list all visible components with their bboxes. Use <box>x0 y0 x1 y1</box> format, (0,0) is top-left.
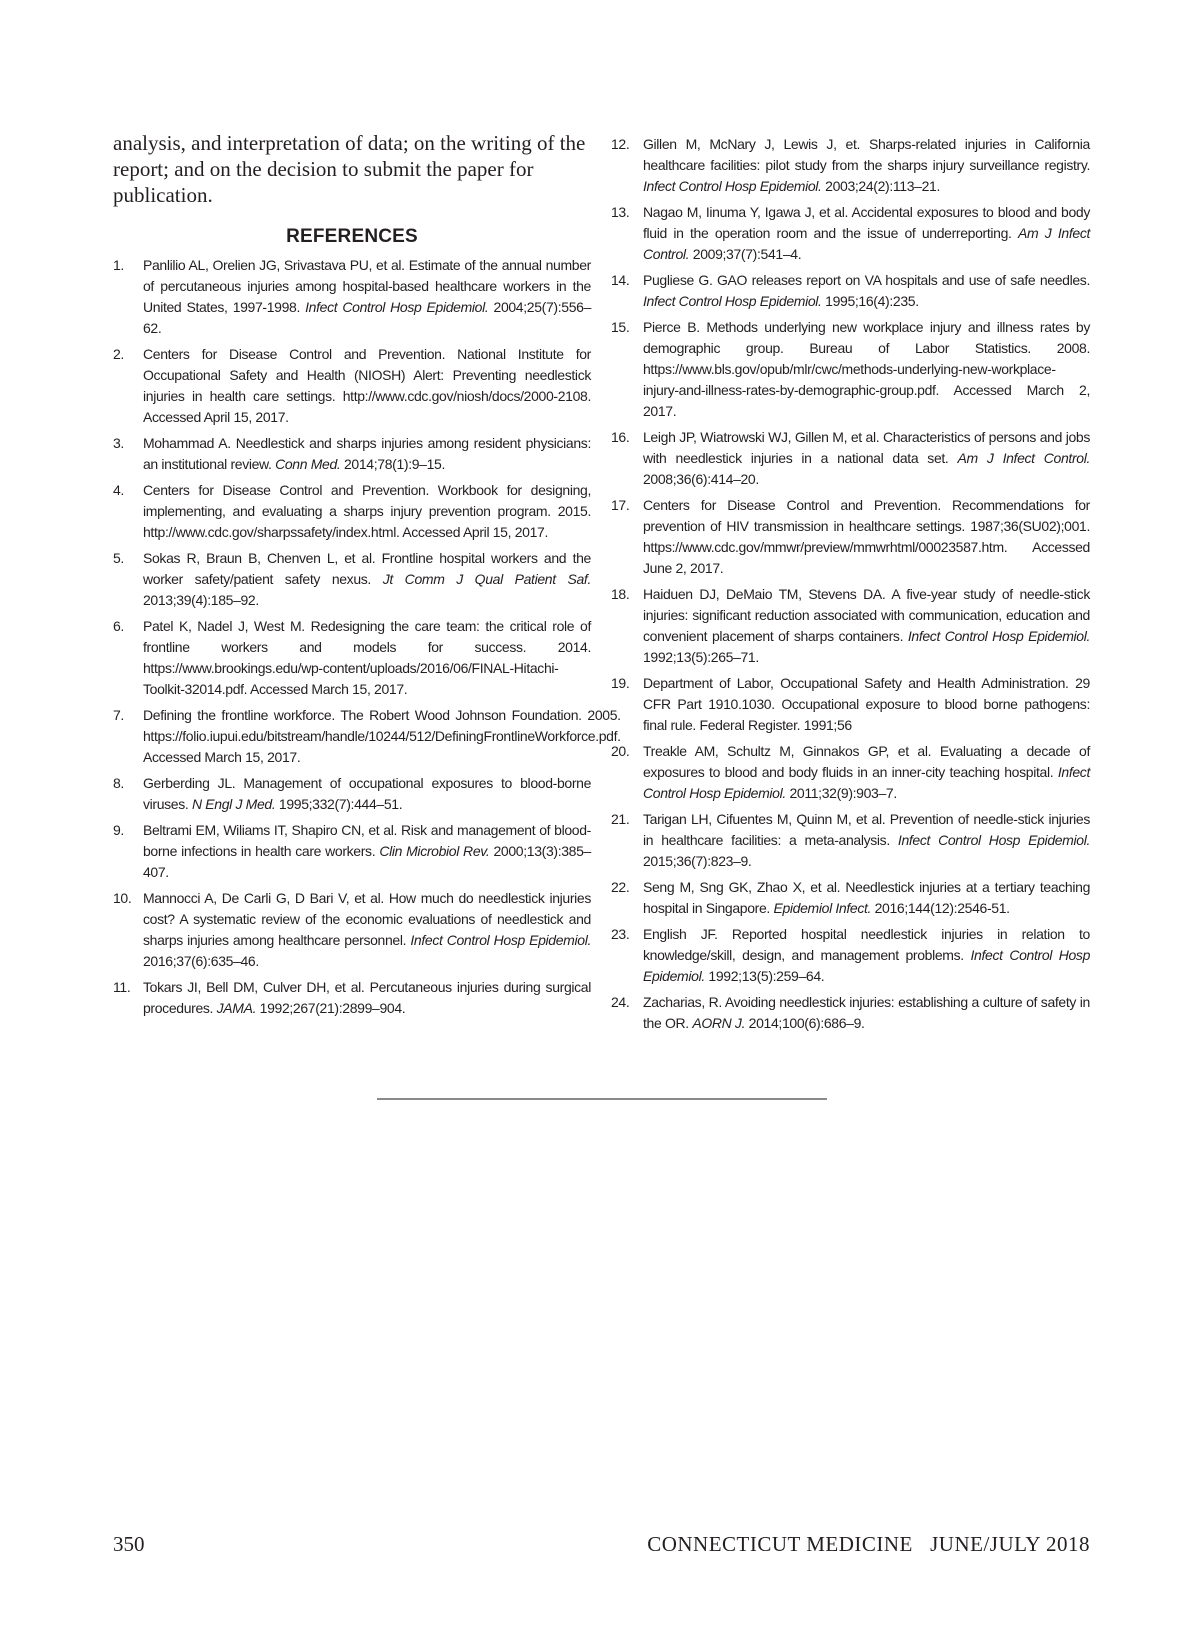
reference-citation: 2008;36(6):414–20. <box>643 471 759 487</box>
reference-citation: 2004;25(7):556–62. <box>143 299 592 336</box>
reference-item <box>113 616 591 700</box>
reference-body: Pierce B. Methods underlying new workplace injury and illness rates by demographic group. Bureau of Labor Statistics. 2008. https://www.bls.gov/opub/mlr/cwc/methods-underlying-new-workplace-injury-and-illness-rates-by-demographic-group.pdf. Accessed March 2, 2017. <box>643 319 1090 419</box>
reference-text <box>643 877 1090 919</box>
reference-text <box>143 548 591 611</box>
reference-body: Sokas R, Braun B, Chenven L, et al. Frontline hospital workers and the worker safety/patient safety nexus. <box>143 550 591 587</box>
reference-item <box>611 924 1090 987</box>
reference-number: 5. <box>113 550 124 566</box>
reference-item <box>113 344 591 428</box>
reference-journal: Conn Med. <box>275 456 341 472</box>
reference-item <box>113 773 591 815</box>
section-divider <box>377 1098 827 1100</box>
reference-journal: Clin Microbiol Rev. <box>379 843 490 859</box>
reference-text <box>143 705 621 768</box>
reference-text <box>643 134 1090 197</box>
reference-number: 9. <box>113 822 124 838</box>
reference-journal: Infect Control Hosp Epidemiol. <box>643 178 822 194</box>
reference-body: Pugliese G. GAO releases report on VA hospitals and use of safe needles. <box>643 272 1090 288</box>
reference-citation: 1995;16(4):235. <box>821 293 919 309</box>
reference-item <box>611 427 1090 490</box>
reference-number: 20. <box>611 743 630 759</box>
reference-citation: 1992;13(5):265–71. <box>643 649 759 665</box>
reference-body: Seng M, Sng GK, Zhao X, et al. Needlestick injuries at a tertiary teaching hospital in Singapore. <box>643 879 1090 916</box>
reference-number: 17. <box>611 497 630 513</box>
reference-citation: 2015;36(7):823–9. <box>643 853 752 869</box>
reference-text <box>643 270 1090 312</box>
reference-body: Treakle AM, Schultz M, Ginnakos GP, et al. Evaluating a decade of exposures to blood and body fluids in an inner-city teaching hospital. <box>643 743 1090 780</box>
reference-body: Tarigan LH, Cifuentes M, Quinn M, et al. Prevention of needle-stick injuries in healthcare facilities: a meta-analysis. <box>643 811 1090 848</box>
reference-body: Haiduen DJ, DeMaio TM, Stevens DA. A five-year study of needle-stick injuries: significant reduction associated with communication, education and convenient placement of sharps containers. <box>643 586 1090 644</box>
reference-number: 16. <box>611 429 630 445</box>
reference-journal: Am J Infect Control. <box>643 225 1091 262</box>
journal-issue-label: CONNECTICUT MEDICINE JUNE/JULY 2018 <box>647 1532 1090 1556</box>
reference-body: English JF. Reported hospital needlestick injuries in relation to knowledge/skill, design, and management problems. <box>643 926 1090 963</box>
reference-number: 6. <box>113 618 124 634</box>
reference-number: 12. <box>611 136 630 152</box>
reference-journal: Jt Comm J Qual Patient Saf. <box>382 571 592 587</box>
reference-citation: 2000;13(3):385–407. <box>143 843 591 880</box>
reference-text <box>643 992 1090 1034</box>
reference-item <box>113 548 591 611</box>
reference-citation: 2003;24(2):113–21. <box>821 178 941 194</box>
reference-number: 22. <box>611 879 630 895</box>
reference-number: 23. <box>611 926 630 942</box>
reference-body: Mohammad A. Needlestick and sharps injuries among resident physicians: an institutional review. <box>143 435 591 472</box>
reference-item <box>113 433 591 475</box>
reference-citation: 2016;37(6):635–46. <box>143 953 259 969</box>
reference-item <box>113 820 591 883</box>
reference-number: 21. <box>611 811 630 827</box>
reference-number: 2. <box>113 346 124 362</box>
reference-citation: 2014;100(6):686–9. <box>745 1015 865 1031</box>
reference-text <box>643 495 1090 579</box>
reference-text <box>143 773 591 815</box>
reference-citation: 2009;37(7):541–4. <box>689 246 802 262</box>
reference-journal: AORN J. <box>692 1015 746 1031</box>
reference-item <box>611 741 1090 804</box>
reference-body: Panlilio AL, Orelien JG, Srivastava PU, et al. Estimate of the annual number of percutaneous injuries among hospital-based healthcare workers in the United States, 1997-1998. <box>143 257 591 315</box>
reference-journal: Am J Infect Control. <box>957 450 1090 466</box>
reference-item <box>611 809 1090 872</box>
reference-body: Nagao M, Iinuma Y, Igawa J, et al. Accidental exposures to blood and body fluid in the operation room and the issue of underreporting. <box>643 204 1090 241</box>
reference-body: Beltrami EM, Wiliams IT, Shapiro CN, et al. Risk and management of blood-borne infections in health care workers. <box>143 822 591 859</box>
reference-text <box>643 317 1090 422</box>
reference-number: 11. <box>113 979 131 995</box>
reference-item <box>611 673 1090 736</box>
reference-body: Gerberding JL. Management of occupational exposures to blood-borne viruses. <box>143 775 591 812</box>
reference-body: Tokars JI, Bell DM, Culver DH, et al. Percutaneous injuries during surgical procedures. <box>143 979 591 1016</box>
reference-text <box>643 673 1090 736</box>
reference-text <box>143 820 591 883</box>
reference-citation: 2016;144(12):2546-51. <box>871 900 1010 916</box>
reference-number: 13. <box>611 204 630 220</box>
reference-number: 3. <box>113 435 124 451</box>
reference-journal: Infect Control Hosp Epidemiol. <box>643 293 822 309</box>
reference-text <box>643 809 1090 872</box>
reference-number: 1. <box>113 257 124 273</box>
reference-item <box>611 202 1090 265</box>
reference-journal: N Engl J Med. <box>191 796 276 812</box>
reference-item <box>611 877 1090 919</box>
references-heading: REFERENCES <box>286 226 418 247</box>
reference-item <box>611 584 1090 668</box>
reference-citation: 1995;332(7):444–51. <box>275 796 403 812</box>
reference-text <box>143 977 591 1019</box>
page-number: 350 <box>113 1532 145 1556</box>
reference-journal: Infect Control Hosp Epidemiol. <box>897 832 1090 848</box>
reference-number: 4. <box>113 482 124 498</box>
reference-text <box>143 888 591 972</box>
reference-text <box>643 202 1090 265</box>
reference-item <box>113 888 591 972</box>
reference-body: Centers for Disease Control and Prevention. National Institute for Occupational Safety and Health (NIOSH) Alert: Preventing needlestick injuries in health care settings. http://www.cdc.gov/niosh/docs/2000-2108. Accessed April 15, 2017. <box>143 346 591 425</box>
reference-journal: Infect Control Hosp Epidemiol. <box>643 764 1090 801</box>
reference-text <box>143 344 591 428</box>
reference-number: 15. <box>611 319 630 335</box>
reference-number: 24. <box>611 994 630 1010</box>
reference-number: 8. <box>113 775 124 791</box>
reference-body: Patel K, Nadel J, West M. Redesigning the care team: the critical role of frontline workers and models for success. 2014. https://www.brookings.edu/wp-content/uploads/2016/06/FINAL-Hitachi-Toolkit-32014.pdf. Accessed March 15, 2017. <box>143 618 591 697</box>
reference-text <box>143 616 591 700</box>
reference-body: Department of Labor, Occupational Safety and Health Administration. 29 CFR Part 1910.1030. Occupational exposure to blood borne pathogens: final rule. Federal Register. 1991;56 <box>643 675 1090 733</box>
reference-text <box>643 741 1090 804</box>
reference-item <box>113 977 591 1019</box>
reference-number: 10. <box>113 890 132 906</box>
reference-citation: 1992;267(21):2899–904. <box>256 1000 406 1016</box>
reference-item <box>113 255 591 339</box>
reference-body: Mannocci A, De Carli G, D Bari V, et al. How much do needlestick injuries cost? A systematic review of the economic evaluations of needlestick and sharps injuries among healthcare personnel. <box>143 890 591 948</box>
reference-item <box>611 270 1090 312</box>
reference-item <box>611 134 1090 197</box>
reference-body: Leigh JP, Wiatrowski WJ, Gillen M, et al. Characteristics of persons and jobs with needlestick injuries in a national data set. <box>643 429 1090 466</box>
reference-body: Zacharias, R. Avoiding needlestick injuries: establishing a culture of safety in the OR. <box>643 994 1090 1031</box>
intro-paragraph: analysis, and interpretation of data; on the writing of the report; and on the decision to submit the paper for publication. <box>113 131 586 207</box>
reference-item <box>611 317 1090 422</box>
reference-text <box>143 433 591 475</box>
reference-journal: Infect Control Hosp Epidemiol. <box>643 947 1091 984</box>
reference-body: Centers for Disease Control and Prevention. Workbook for designing, implementing, and evaluating a sharps injury prevention program. 2015. http://www.cdc.gov/sharpssafety/index.html. Accessed April 15, 2017. <box>143 482 591 540</box>
reference-text <box>143 480 591 543</box>
reference-journal: JAMA. <box>216 1000 257 1016</box>
reference-item <box>611 992 1090 1034</box>
reference-text <box>643 427 1090 490</box>
reference-body: Defining the frontline workforce. The Robert Wood Johnson Foundation. 2005. https://folio.iupui.edu/bitstream/handle/10244/512/DefiningFrontlineWorkforce.pdf. Accessed March 15, 2017. <box>143 707 621 765</box>
reference-citation: 2014;78(1):9–15. <box>340 456 446 472</box>
reference-item <box>113 480 591 543</box>
reference-number: 19. <box>611 675 630 691</box>
reference-journal: Infect Control Hosp Epidemiol. <box>410 932 591 948</box>
page-footer <box>113 1532 1090 1562</box>
reference-citation: 1992;13(5):259–64. <box>704 968 825 984</box>
reference-body: Centers for Disease Control and Prevention. Recommendations for prevention of HIV transmission in healthcare settings. 1987;36(SU02);001. https://www.cdc.gov/mmwr/preview/mmwrhtml/00023587.htm. Accessed June 2, 2017. <box>643 497 1090 576</box>
reference-journal: Infect Control Hosp Epidemiol. <box>907 628 1091 644</box>
reference-number: 7. <box>113 707 124 723</box>
reference-item <box>611 495 1090 579</box>
reference-text <box>143 255 591 339</box>
reference-list-right <box>611 134 1090 1034</box>
reference-citation: 2011;32(9):903–7. <box>785 785 897 801</box>
right-column <box>611 134 1090 1039</box>
reference-journal: Epidemiol Infect. <box>773 900 872 916</box>
reference-number: 14. <box>611 272 630 288</box>
reference-item <box>113 705 621 768</box>
reference-number: 18. <box>611 586 630 602</box>
reference-citation: 2013;39(4):185–92. <box>143 592 259 608</box>
reference-journal: Infect Control Hosp Epidemiol. <box>305 299 489 315</box>
reference-text <box>643 584 1090 668</box>
reference-text <box>643 924 1090 987</box>
reference-body: Gillen M, McNary J, Lewis J, et. Sharps-related injuries in California healthcare facilities: pilot study from the sharps injury surveillance registry. <box>643 136 1090 173</box>
